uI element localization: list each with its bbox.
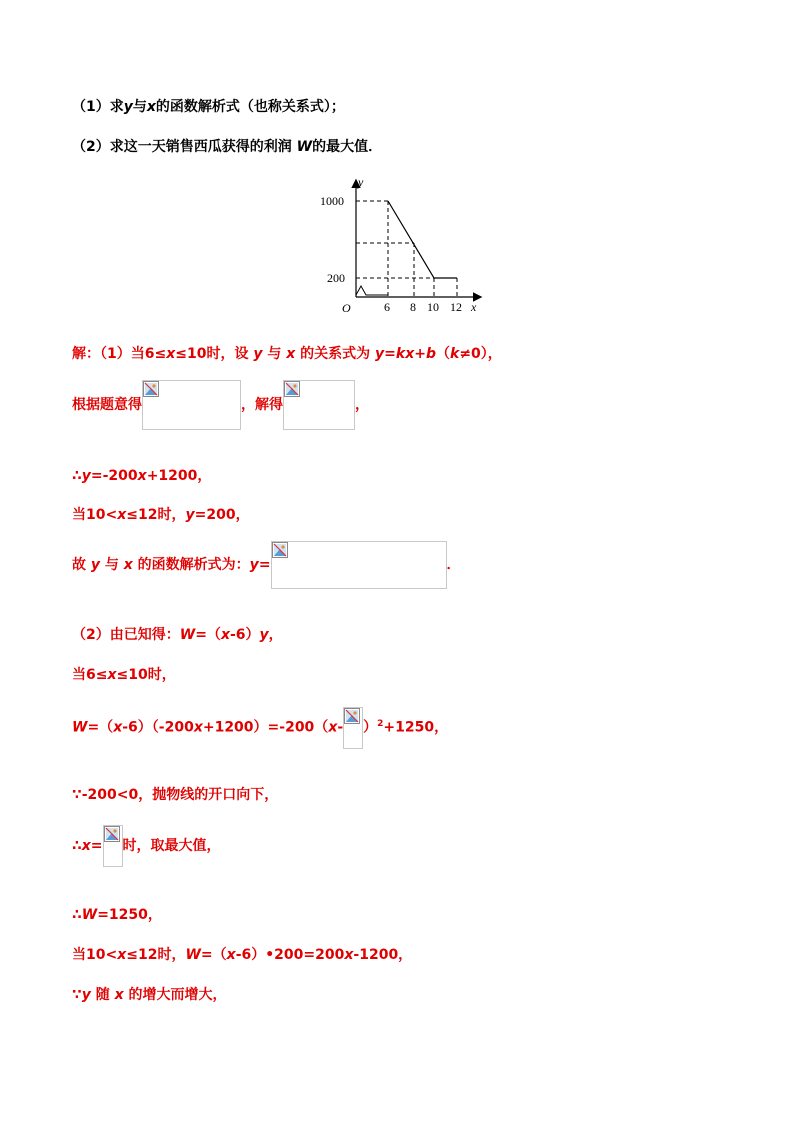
exponent: 2 [377,719,384,729]
y-tick-200: 200 [327,271,345,285]
text: =（ [200,947,227,963]
var-y: y [123,99,133,115]
solution-line-10 [72,824,221,868]
text: ，解得 [241,397,283,413]
x-tick-12: 12 [450,300,462,314]
var: y [249,557,259,573]
equation-image-placeholder [142,380,241,430]
function-graph [316,176,486,316]
x-tick-8: 8 [410,300,416,314]
solution-line-8 [72,702,448,750]
var: y [81,468,91,484]
var: y [81,987,91,1003]
q1-text: 的函数解析式（也称关系式）； [155,99,345,115]
q2-text: （2）求这一天销售西瓜获得的利润 [72,139,297,155]
var: b [425,346,436,362]
solution-line-4 [72,505,250,525]
text: -1200， [353,947,413,963]
var: k [450,346,460,362]
text: ≤10时，设 [175,346,254,362]
solution-line-13 [72,985,227,1005]
var: x [113,719,123,736]
text: 与 [262,346,287,362]
text: （2）由已知得： [72,627,180,643]
var: x [114,987,124,1003]
question-1 [72,97,345,117]
x-tick-6: 6 [384,300,390,314]
text: ≠0）， [459,346,502,362]
solution-line-7 [72,665,176,685]
text: +1200， [146,468,212,484]
text: ， [268,627,283,643]
text: 的增大而增大， [123,987,227,1003]
var: y [185,507,195,523]
text: =（ [87,719,114,736]
text: 故 [72,557,91,573]
solution-line-9 [72,785,278,805]
text: ≤12时， [126,947,186,963]
equation-image-placeholder [271,541,447,589]
broken-image-icon [143,381,159,397]
fraction-image-placeholder [103,825,123,867]
y-axis-label: y [358,176,364,189]
var: x [193,719,203,736]
var: x [220,627,230,643]
var: y [375,346,385,362]
x-axis-label: x [471,300,477,314]
text: 的函数解析式为： [132,557,250,573]
text: ∴ [72,907,82,923]
text: =1250， [97,907,162,923]
var: x [286,346,296,362]
text: =200， [194,507,250,523]
var: W [185,947,201,963]
text: 当10< [72,947,118,963]
text: ∵-200<0，抛物线的开口向下， [72,787,279,803]
var-x: x [146,99,156,115]
var: x [117,947,127,963]
broken-image-icon [104,826,120,842]
text: = [384,346,396,362]
text: - [337,719,344,736]
question-2 [72,137,382,157]
var: W [179,627,196,643]
solution-line-12 [72,945,412,965]
var: W [72,719,88,736]
text: ． [446,557,461,573]
text: =-200 [90,468,138,484]
text: 的关系式为 [295,346,376,362]
var: x [166,346,176,362]
var: y [90,557,101,573]
broken-image-icon [272,542,288,558]
text: ） [363,719,378,736]
text: ∴ [72,838,82,854]
equation-image-placeholder [283,380,355,430]
text: = [90,838,103,854]
var: W [81,907,98,923]
q1-text: 与 [132,99,147,115]
var: x [328,719,338,736]
text: +1250， [383,719,449,736]
solution-line-11 [72,905,162,925]
text: ∵ [72,987,82,1003]
q1-text: （1）求 [72,99,124,115]
var: x [117,507,127,523]
text: = [258,557,271,573]
text: -6） [229,627,260,643]
text: +1200）=-200（ [202,719,329,736]
x-tick-10: 10 [427,300,439,314]
text: -6）•200=200 [235,947,345,963]
text: 时，取最大值， [122,838,221,854]
text: + [414,346,426,362]
origin-label: O [342,301,351,315]
solution-line-5 [72,541,461,589]
text: =（ [195,627,221,643]
text: -6）（-200 [122,719,194,736]
var: x [344,947,354,963]
text: ≤12时， [126,507,186,523]
solution-line-1 [72,344,502,364]
solution-line-2 [72,380,369,430]
var: kx [395,346,415,362]
origin-tail [356,286,388,295]
broken-image-icon [344,708,360,724]
text: 当10< [72,507,118,523]
var: y [253,346,263,362]
text: ， [355,397,369,413]
var: x [137,468,147,484]
text: 随 [90,987,115,1003]
fraction-image-placeholder [343,707,363,749]
var: y [259,627,269,643]
q2-text: 的最大值． [312,139,383,155]
text: 与 [100,557,124,573]
text: （ [436,346,450,362]
text: 根据题意得 [72,397,142,413]
var: x [107,667,117,683]
text: 解：（1）当6≤ [72,346,167,362]
broken-image-icon [284,381,300,397]
text: 当6≤ [72,667,108,683]
var: x [123,557,133,573]
var: x [81,838,91,854]
y-tick-1000: 1000 [320,194,344,208]
text: ≤10时， [116,667,176,683]
var: x [226,947,236,963]
text: ∴ [72,468,82,484]
function-line [388,201,457,278]
var-W: W [296,139,313,155]
solution-line-3 [72,466,211,486]
solution-line-6 [72,625,283,645]
